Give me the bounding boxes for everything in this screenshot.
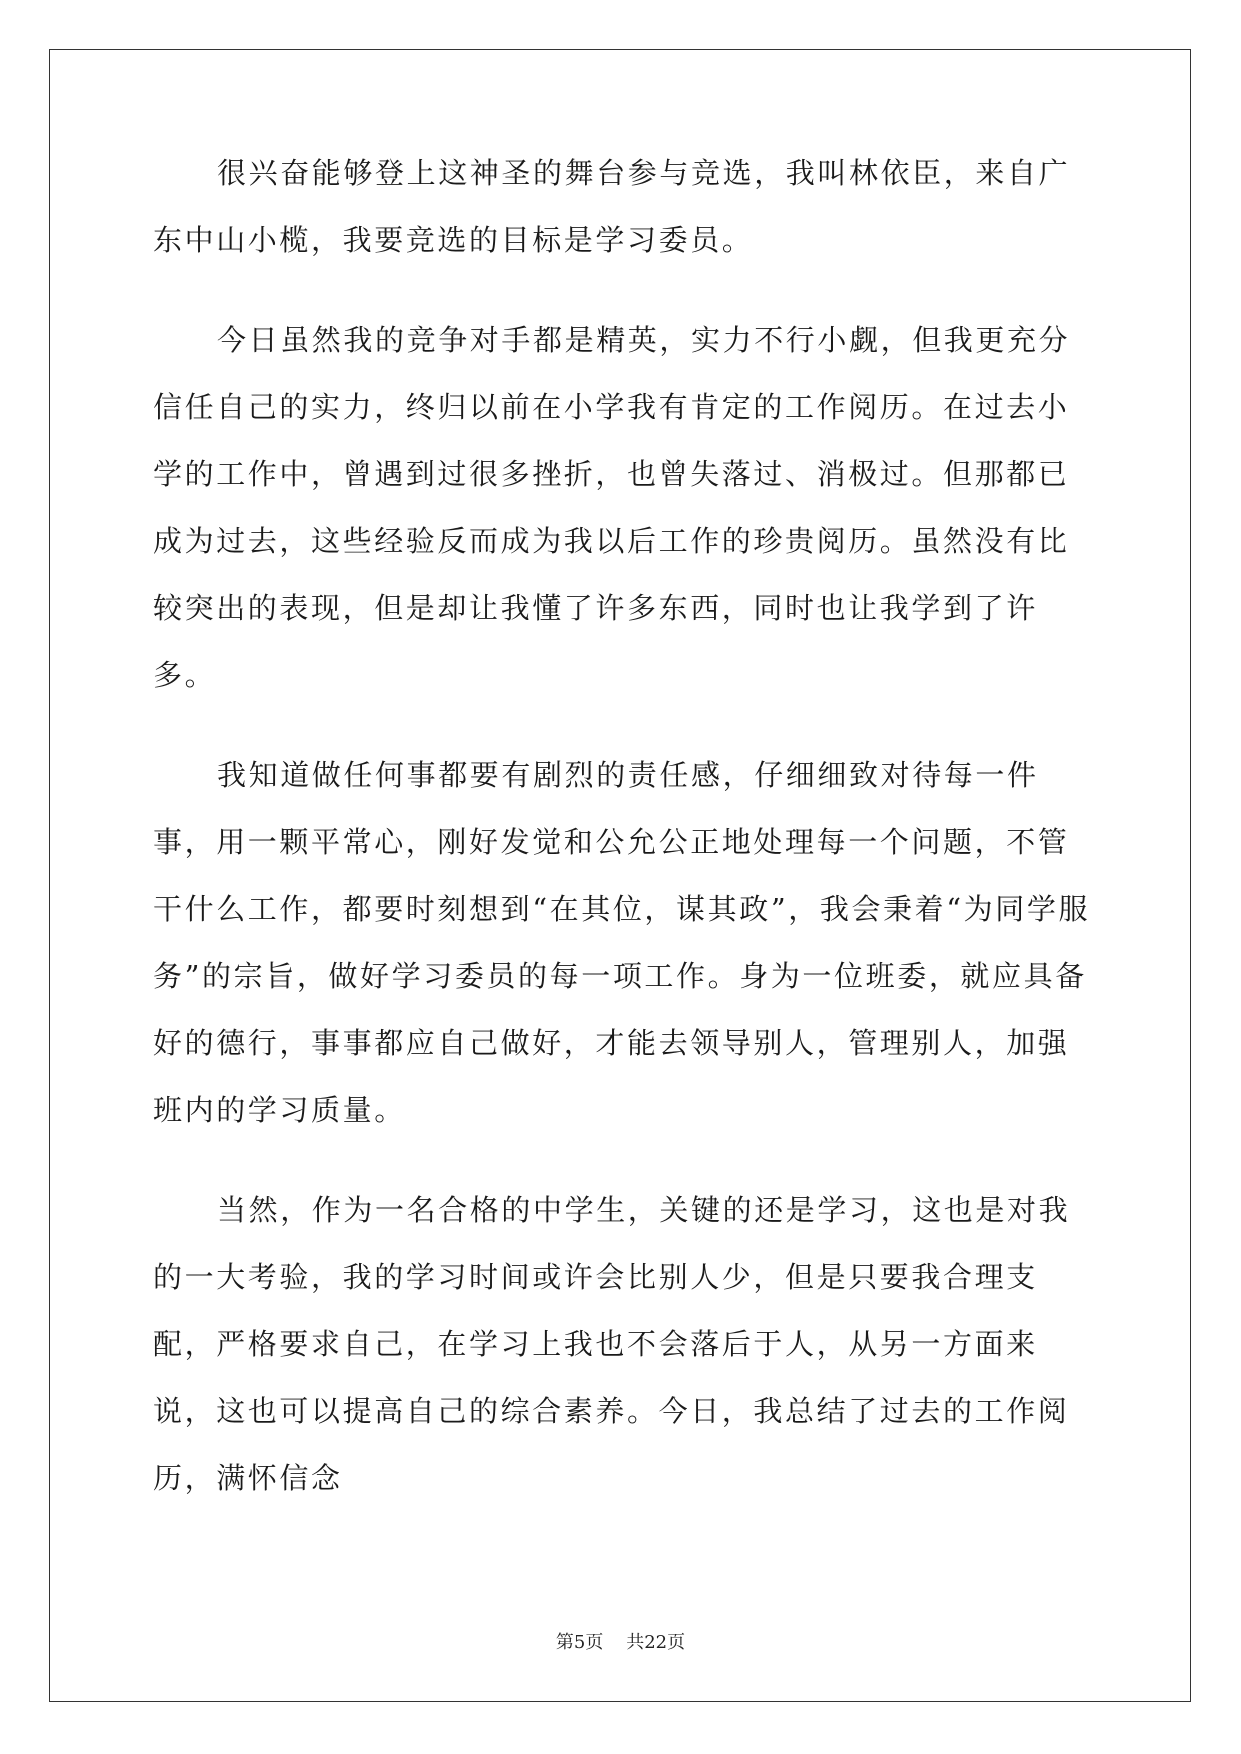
paragraph-4: 当然，作为一名合格的中学生，关键的还是学习，这也是对我的一大考验，我的学习时间或许会比别人少，但是只要我合理支配，严格要求自己，在学习上我也不会落后于人，从另一方面来说，这也可以提高自己的综合素养。今日，我总结了过去的工作阅历，满怀信念 xyxy=(153,1193,1071,1495)
current-page-number: 第5页 xyxy=(555,1632,604,1653)
paragraph-1: 很兴奋能够登上这神圣的舞台参与竞选，我叫林依臣，来自广东中山小榄，我要竞选的目标是学习委员。 xyxy=(153,156,1071,257)
total-page-count: 共22页 xyxy=(626,1632,686,1653)
page-footer xyxy=(0,1628,1241,1654)
paragraph-2: 今日虽然我的竞争对手都是精英，实力不行小觑，但我更充分信任自己的实力，终归以前在小学我有肯定的工作阅历。在过去小学的工作中，曾遇到过很多挫折，也曾失落过、消极过。但那都已成为过去，这些经验反而成为我以后工作的珍贵阅历。虽然没有比较突出的表现，但是却让我懂了许多东西，同时也让我学到了许多。 xyxy=(153,323,1071,692)
paragraph-3: 我知道做任何事都要有剧烈的责任感，仔细细致对待每一件事，用一颗平常心，刚好发觉和公允公正地处理每一个问题，不管干什么工作，都要时刻想到“在其位，谋其政”，我会秉着“为同学服务”的宗旨，做好学习委员的每一项工作。身为一位班委，就应具备好的德行，事事都应自己做好，才能去领导别人，管理别人，加强班内的学习质量。 xyxy=(153,758,1091,1127)
document-body xyxy=(153,140,1091,1545)
